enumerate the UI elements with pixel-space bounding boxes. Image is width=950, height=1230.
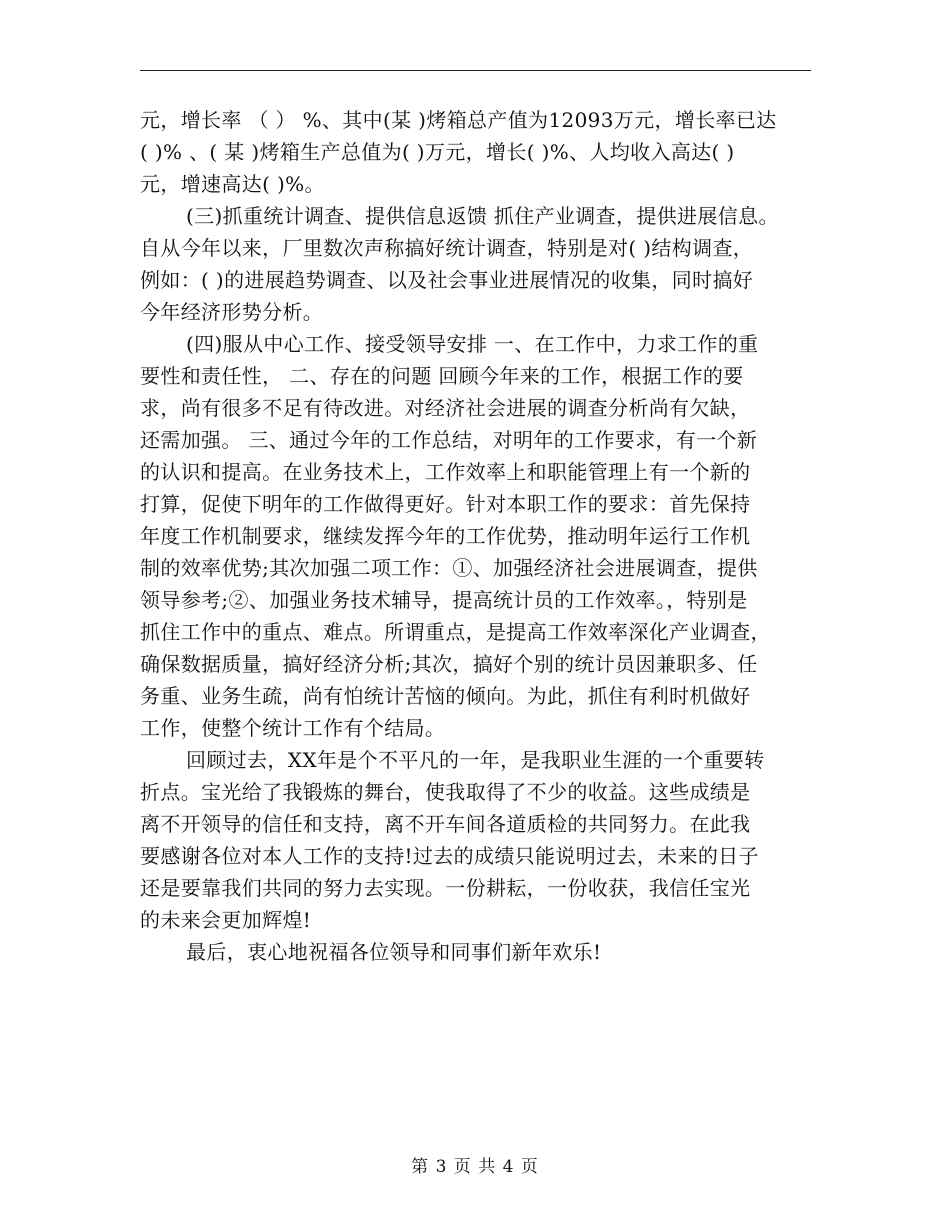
text-line: 领导参考;②、加强业务技术辅导，提高统计员的工作效率。，特别是 (140, 588, 748, 612)
section-heading-line: (三)抓重统计调查、提供信息返馈 抓住产业调查，提供进展信息。 (186, 204, 779, 228)
text-line: 抓住工作中的重点、难点。所谓重点，是提高工作效率深化产业调查， (140, 620, 771, 644)
text-line: 还需加强。 三、通过今年的工作总结，对明年的工作要求，有一个新 (140, 428, 758, 452)
text-line: 自从今年以来，厂里数次声称搞好统计调查，特别是对( )结构调查， (140, 236, 754, 260)
text-line: 务重、业务生疏，尚有怕统计苦恼的倾向。为此，抓住有利时机做好 (140, 684, 751, 708)
header-rule (140, 70, 811, 71)
text-line: 要性和责任性， 二、存在的问题 回顾今年来的工作，根据工作的要 (140, 364, 744, 388)
text-line: 元，增长率 （ ） %、其中(某 )烤箱总产值为12093万元，增长率已达 (140, 108, 777, 132)
text-line: 折点。宝光给了我锻炼的舞台，使我取得了不少的收益。这些成绩是 (140, 780, 751, 804)
section-heading-line: (四)服从中心工作、接受领导安排 一、在工作中，力求工作的重 (186, 332, 759, 356)
text-line: ( )% 、( 某 )烤箱生产总值为( )万元，增长( )%、人均收入高达( ) (140, 140, 735, 164)
text-line: 今年经济形势分析。 (140, 300, 324, 324)
page-number: 第 3 页 共 4 页 (411, 1157, 539, 1177)
document-body (140, 104, 815, 968)
text-line: 例如：( )的进展趋势调查、以及社会事业进展情况的收集，同时搞好 (140, 268, 754, 292)
text-line: 确保数据质量，搞好经济分析;其次，搞好个别的统计员因兼职多、任 (140, 652, 758, 676)
text-line: 要感谢各位对本人工作的支持!过去的成绩只能说明过去，未来的日子 (140, 844, 759, 868)
paragraph-start-line: 回顾过去，XX年是个不平凡的一年，是我职业生涯的一个重要转 (186, 748, 765, 772)
text-line: 的认识和提高。在业务技术上，工作效率上和职能管理上有一个新的 (140, 460, 751, 484)
text-line: 的未来会更加辉煌! (140, 908, 312, 932)
text-line: 还是要靠我们共同的努力去实现。一份耕耘，一份收获，我信任宝光 (140, 876, 751, 900)
text-line: 打算，促使下明年的工作做得更好。针对本职工作的要求：首先保持 (140, 492, 751, 516)
text-line: 离不开领导的信任和支持，离不开车间各道质检的共同努力。在此我 (140, 812, 751, 836)
text-line: 工作，使整个统计工作有个结局。 (140, 716, 446, 740)
text-line: 求，尚有很多不足有待改进。对经济社会进展的调查分析尚有欠缺， (140, 396, 751, 420)
text-line: 元，增速高达( )%。 (140, 172, 325, 196)
text-line: 制的效率优势;其次加强二项工作：①、加强经济社会进展调查，提供 (140, 556, 758, 580)
text-line: 年度工作机制要求，继续发挥今年的工作优势，推动明年运行工作机 (140, 524, 751, 548)
closing-line: 最后，衷心地祝福各位领导和同事们新年欢乐! (186, 940, 602, 964)
